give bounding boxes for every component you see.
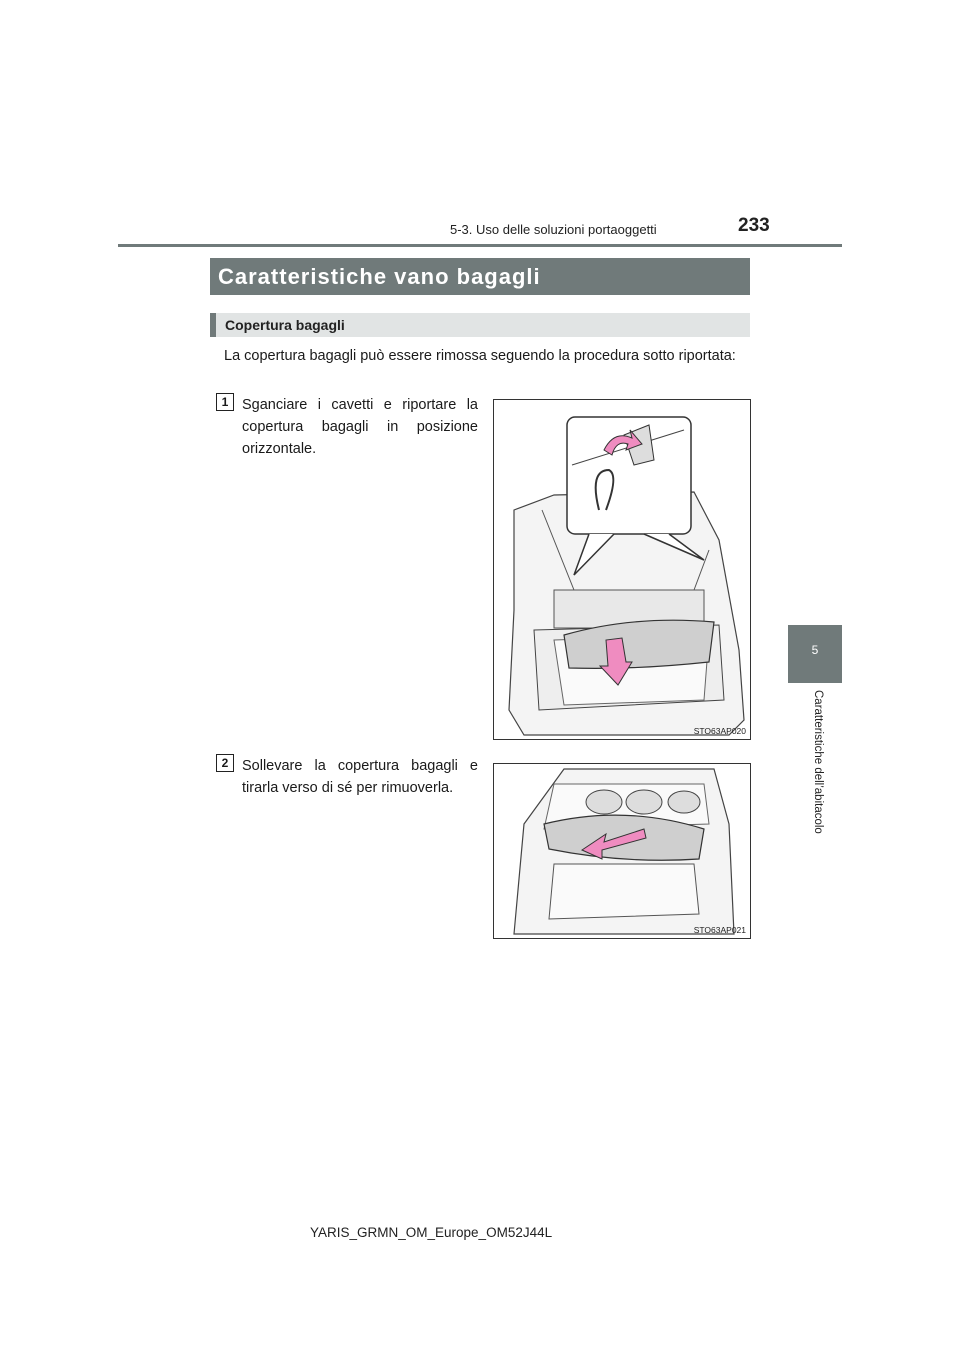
figure-step-1	[493, 399, 751, 740]
figure-code-2: STO63AP021	[693, 925, 746, 935]
page-title-bar	[210, 258, 750, 295]
step-text-1: Sganciare i cavetti e riportare la copertura bagagli in posizione orizzontale.	[242, 397, 478, 457]
chapter-tab	[788, 625, 842, 683]
step-text-2: Sollevare la copertura bagagli e tirarla verso di sé per rimuoverla.	[242, 758, 478, 796]
car-trunk-illustration-2	[494, 764, 750, 938]
step-number-2: 2	[216, 754, 234, 772]
chapter-number: 5	[811, 643, 819, 657]
subsection-accent	[210, 313, 216, 337]
running-header-section: 5-3. Uso delle soluzioni portaoggetti	[450, 222, 657, 237]
chapter-label: Caratteristiche dell’abitacolo	[812, 690, 824, 834]
page-number: 233	[738, 215, 770, 236]
car-trunk-illustration-1	[494, 400, 750, 739]
intro-paragraph: La copertura bagagli può essere rimossa seguendo la procedura sotto riportata:	[224, 348, 736, 364]
figure-code-1: STO63AP020	[693, 726, 746, 736]
subsection-title: Copertura bagagli	[225, 317, 345, 333]
document-footer: YARIS_GRMN_OM_Europe_OM52J44L	[310, 1225, 553, 1240]
figure-step-2	[493, 763, 751, 939]
header-rule	[118, 244, 842, 247]
step-number-1: 1	[216, 393, 234, 411]
page-title: Caratteristiche vano bagagli	[218, 264, 541, 289]
subsection-bar	[210, 313, 750, 337]
